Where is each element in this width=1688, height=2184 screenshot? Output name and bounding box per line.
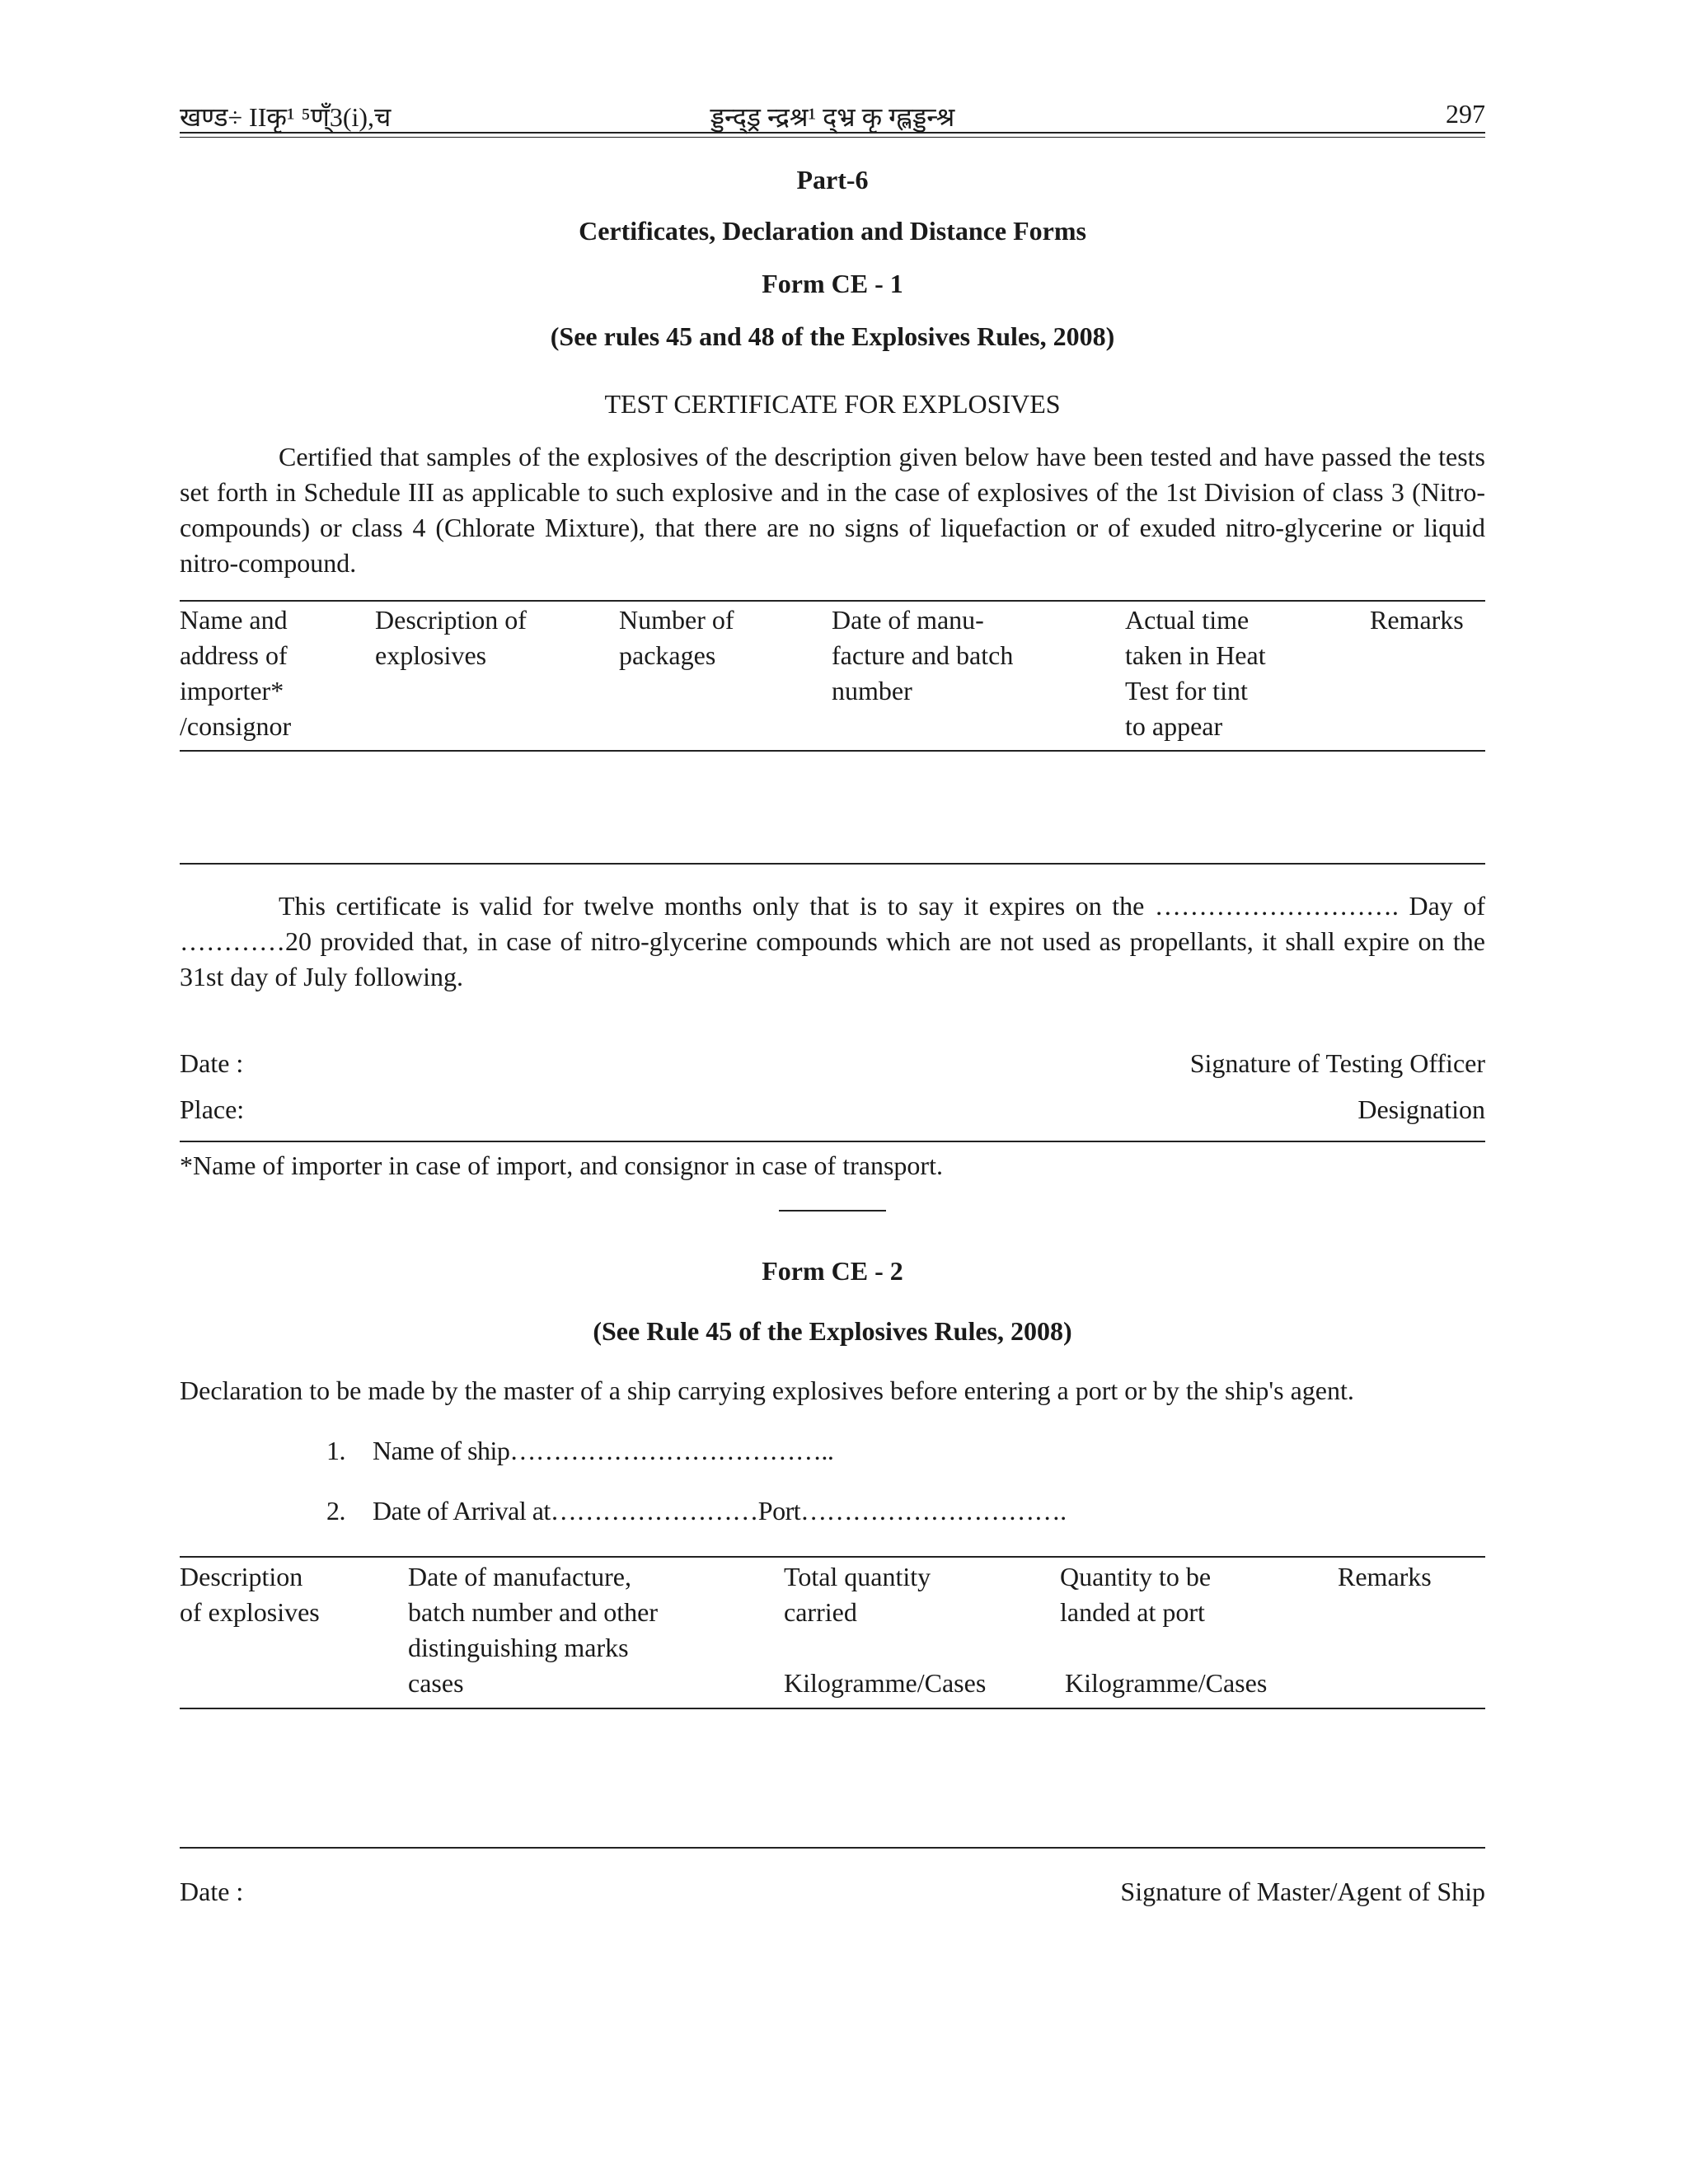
form2-declaration: Declaration to be made by the master of a ship carrying explosives before entering a port or by the ship's agent. [180,1376,1354,1405]
form2-col-total-quantity: Total quantity carried [784,1562,931,1627]
form2-table-top-rule [180,1556,1485,1558]
form2-title: Form CE - 2 [762,1256,903,1286]
form1-signature-rule [180,1141,1485,1142]
form2-table-bottom-rule [180,1847,1485,1849]
form2-col-remarks: Remarks [1338,1562,1432,1591]
page-number: 297 [1446,99,1485,129]
form2-item-2 [326,1496,1067,1526]
form1-date-label: Date : [180,1048,244,1078]
form1-table-header-rule [180,750,1485,752]
form1-signature-label: Signature of Testing Officer [1189,1048,1485,1078]
form2-rule-reference: (See Rule 45 of the Explosives Rules, 2008) [593,1316,1072,1346]
form2-date-label: Date : [180,1877,244,1906]
form1-col-description: Description of explosives [375,605,527,670]
form1-validity-paragraph [180,888,1485,995]
section-separator [779,1210,886,1212]
form1-col-packages: Number of packages [619,605,734,670]
form2-item-2-number: 2. [326,1496,345,1526]
form1-rule-reference: (See rules 45 and 48 of the Explosives Rules, 2008) [550,321,1115,351]
form1-intro-text: Certified that samples of the explosives of the description given below have been tested and have passed the tests set forth in Schedule III as applicable to such explosive and in the case of explosives of the 1st Division of class 3 (Nitro-compounds) or class 4 (Chlorate Mixture), that there are no signs of liquefaction or of exuded nitro-glycerine or liquid nitro-compound. [180,442,1485,578]
form1-place-label: Place: [180,1094,245,1124]
form2-col-description: Description of explosives [180,1562,320,1627]
form2-item-2-text: Date of Arrival at……………………Port…………………………. [373,1496,1067,1526]
form2-item-1 [326,1436,834,1466]
form2-item-1-number: 1. [326,1436,345,1465]
form1-certificate-heading: TEST CERTIFICATE FOR EXPLOSIVES [604,389,1061,419]
form1-table-top-rule [180,600,1485,602]
form2-unit-total: Kilogramme/Cases [784,1668,987,1698]
form1-table-bottom-rule [180,863,1485,865]
form1-footnote: *Name of importer in case of import, and consignor in case of transport. [180,1151,943,1180]
section-title: Certificates, Declaration and Distance Forms [579,216,1086,246]
form1-col-heat-test: Actual time taken in Heat Test for tint to appear [1125,605,1266,741]
form1-validity-text: This certificate is valid for twelve months only that is to say it expires on the ………………………. Day of …………20 provided that, in case of nitro-glycerine compounds which are not used as propellants, it shall expire on the 31st day of July following. [180,891,1485,991]
form2-table-header-rule [180,1708,1485,1709]
document-page [180,0,1485,2184]
form2-unit-landed: Kilogramme/Cases [1065,1668,1268,1698]
header-center-text: ड्डन्द्ड्र न्द्रश्र¹ द्भ्र कृ ग्ह्लड्डन्श्र [710,102,955,132]
header-rule-top [180,132,1485,134]
form2-col-landed-quantity: Quantity to be landed at port [1060,1562,1212,1627]
form2-item-1-text: Name of ship……………………………….. [373,1436,834,1465]
header-rule-bottom [180,137,1485,138]
form1-title: Form CE - 1 [762,269,903,298]
form1-col-importer: Name and address of importer* /consignor [180,605,292,741]
form2-signature-label: Signature of Master/Agent of Ship [1120,1877,1485,1906]
header-left-text: खण्ड÷ IIकृ¹ ⁵ण्ँ3(i),च [180,102,392,132]
form2-col-manufacture-date: Date of manufacture, batch number and other distinguishing marks cases [408,1562,658,1698]
part-title: Part-6 [796,165,869,194]
form1-intro-paragraph [180,439,1485,581]
form1-designation-label: Designation [1357,1094,1485,1124]
form1-col-remarks: Remarks [1370,605,1464,635]
form1-col-manufacture-date: Date of manu- facture and batch number [832,605,1014,705]
